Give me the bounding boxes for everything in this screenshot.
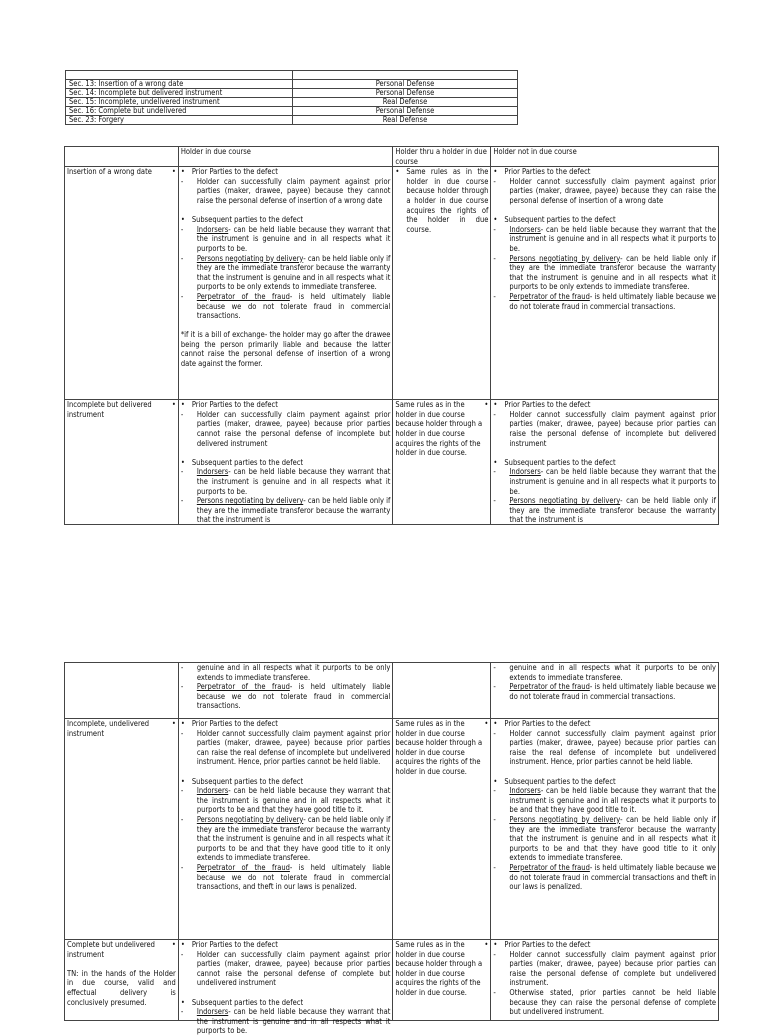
comparison-table-part-2 bbox=[64, 662, 719, 1036]
defense-type: Personal Defense bbox=[293, 89, 518, 98]
section-name: Sec. 14: Incomplete but delivered instrument bbox=[66, 89, 293, 98]
summary-row bbox=[66, 116, 518, 125]
cell-thru: Same rules as in the holder in due course because holder through a holder in due course acquires the rights of the holder in due course. • bbox=[393, 940, 491, 1021]
cell-not-hdc-cont: - genuine and in all respects what it purports to be only extends to immediate transferee. - Perpetrator of the fraud- is held ultimately liable because we do not tolerate fraud in commercial transactions. bbox=[491, 663, 719, 719]
cell-hdc-cont: - genuine and in all respects what it purports to be only extends to immediate transferee. - Perpetrator of the fraud- is held ultimately liable because we do not tolerate fraud in commercial transactions. bbox=[178, 663, 393, 719]
section-name: Sec. 23: Forgery bbox=[66, 116, 293, 125]
cell-not-hdc: • Prior Parties to the defect - Holder cannot successfully claim payment against prior parties (maker, drawee, payee) because they can raise the personal defense of insertion of a wrong date • Subsequent parties to the defect - Indorsers- can be held liable because they warrant that the instrument is genuine and in all respects what it purports to be. - Persons negotiating by delivery- can be held liable only if they are the immediate transferor because the warranty that the instrument is genuine and in all respects what it purports to be only extends to immediate transferee. - Perpetrator of the fraud- is held ultimately liable because we do not tolerate fraud in commercial transactions. bbox=[491, 167, 719, 400]
defense-type: Personal Defense bbox=[293, 107, 518, 116]
cell-not-hdc: • Prior Parties to the defect - Holder cannot successfully claim payment against prior parties (maker, drawee, payee) because prior parties can raise the real defense of incomplete but undelivered instrument. Hence, prior parties cannot be held liable. • Subsequent parties to the defect - Indorsers- can be held liable because they warrant that the instrument is genuine and in all respects what it purports to be and that they have good title to it. - Persons negotiating by delivery- can be held liable only if they are the immediate transferor because the warranty that the instrument is genuine and in all respects what it purports to be and that they have good title to it only extends to immediate transferee. - Perpetrator of the fraud- is held ultimately liable because we do not tolerate fraud in commercial transactions and theft in our laws is penalized. bbox=[491, 719, 719, 940]
cell-not-hdc: • Prior Parties to the defect - Holder cannot successfully claim payment against prior parties (maker, drawee, payee) because prior parties can raise the personal defense of incomplete but delivered instrument • Subsequent parties to the defect - Indorsers- can be held liable because they warrant that the instrument is genuine and in all respects what it purports to be. - Persons negotiating by delivery- can be held liable only if they are the immediate transferor because the warranty that the instrument is bbox=[491, 400, 719, 525]
cell-hdc: • Prior Parties to the defect - Holder cannot successfully claim payment against prior parties (maker, drawee, payee) because prior parties can raise the real defense of incomplete but undelivered instrument. Hence, prior parties cannot be held liable. • Subsequent parties to the defect - Indorsers- can be held liable because they warrant that the instrument is genuine and in all respects what it purports to be and that they have good title to it. - Persons negotiating by delivery- can be held liable only if they are the immediate transferor because the warranty that the instrument is genuine and in all respects what it purports to be and that they have good title to it only extends to immediate transferee. - Perpetrator of the fraud- is held ultimately liable because we do not tolerate fraud in commercial transactions, and theft in our laws is penalized. bbox=[178, 719, 393, 940]
header-holder-thru-holder: Holder thru a holder in due course bbox=[393, 147, 491, 167]
cell-thru: Same rules as in the holder in due course because holder through a holder in due course acquires the rights of the holder in due course. • bbox=[393, 719, 491, 940]
table-header-row bbox=[65, 147, 719, 167]
defense-type: Real Defense bbox=[293, 98, 518, 107]
summary-table bbox=[65, 70, 518, 125]
comparison-table-part-1 bbox=[64, 146, 719, 525]
row-label: Incomplete, undelivered instrument • bbox=[65, 719, 179, 940]
row-complete-undelivered bbox=[65, 940, 719, 1021]
header-holder-in-due-course: Holder in due course bbox=[178, 147, 393, 167]
row-incomplete-delivered bbox=[65, 400, 719, 525]
cell-not-hdc: • Prior Parties to the defect - Holder cannot successfully claim payment against prior parties (maker, drawee, payee) because prior parties can raise the personal defense of complete but undelivered instrument. - Otherwise stated, prior parties cannot be held liable because they can raise the personal defense of complete but undelivered instrument. bbox=[491, 940, 719, 1021]
defense-type: Real Defense bbox=[293, 116, 518, 125]
row-label: Incomplete but delivered instrument • bbox=[65, 400, 179, 525]
summary-row bbox=[66, 107, 518, 116]
tn-note: TN: in the hands of the Holder in due course, valid and effectual delivery is conclusively presumed. bbox=[67, 968, 176, 1007]
row-incomplete-undelivered bbox=[65, 719, 719, 940]
header-holder-not-in-due-course: Holder not in due course bbox=[491, 147, 719, 167]
cell-hdc: • Prior Parties to the defect - Holder can successfully claim payment against prior parties (maker, drawee, payee) because prior parties cannot raise the personal defense of complete but undelivered instrument • Subsequent parties to the defect - Indorsers- can be held liable because they warrant that the instrument is genuine and in all respects what it purports to be. bbox=[178, 940, 393, 1021]
header-blank bbox=[65, 147, 179, 167]
row-label: Insertion of a wrong date • bbox=[65, 167, 179, 400]
defense-type: Personal Defense bbox=[293, 80, 518, 89]
section-name: Sec. 13: Insertion of a wrong date bbox=[66, 80, 293, 89]
row-insertion-wrong-date bbox=[65, 167, 719, 400]
cell-hdc: • Prior Parties to the defect - Holder can successfully claim payment against prior parties (maker, drawee, payee) because prior parties cannot raise the personal defense of incomplete but delivered instrument • Subsequent parties to the defect - Indorsers- can be held liable because they warrant that the instrument is genuine and in all respects what it purports to be. - Persons negotiating by delivery- can be held liable only if they are the immediate transferor because the warranty that the instrument is bbox=[178, 400, 393, 525]
cell-hdc: • Prior Parties to the defect - Holder can successfully claim payment against prior parties (maker, drawee, payee) because they cannot raise the personal defense of insertion of a wrong date • Subsequent parties to the defect - Indorsers- can be held liable because they warrant that the instrument is genuine and in all respects what it purports to be. - Persons negotiating by delivery- can be held liable only if they are the immediate transferor because the warranty that the instrument is genuine and in all respects what it purports to be only extends to immediate transferee. - Perpetrator of the fraud- is held ultimately liable because we do not tolerate fraud in commercial transactions. *if it is a bill of exchange- the holder may go after the drawee being the person primarily liable and because the latter cannot raise the personal defense of insertion of a wrong date against the former. bbox=[178, 167, 393, 400]
cell-thru: Same rules as in the holder in due course because holder through a holder in due course acquires the rights of the holder in due course. • bbox=[393, 400, 491, 525]
section-name: Sec. 16: Complete but undelivered bbox=[66, 107, 293, 116]
row-continued bbox=[65, 663, 719, 719]
bill-note: *if it is a bill of exchange- the holder may go after the drawee being the person primarily liable and because the latter cannot raise the personal defense of insertion of a wrong date against the former. bbox=[180, 330, 391, 369]
row-label: Complete but undelivered instrument • TN: in the hands of the Holder in due course, valid and effectual delivery is conclusively presumed. bbox=[65, 940, 179, 1021]
section-name: Sec. 15: Incomplete, undelivered instrument bbox=[66, 98, 293, 107]
cell-thru: • Same rules as in the holder in due course because holder through a holder in due course acquires the rights of the holder in due course. bbox=[393, 167, 491, 400]
